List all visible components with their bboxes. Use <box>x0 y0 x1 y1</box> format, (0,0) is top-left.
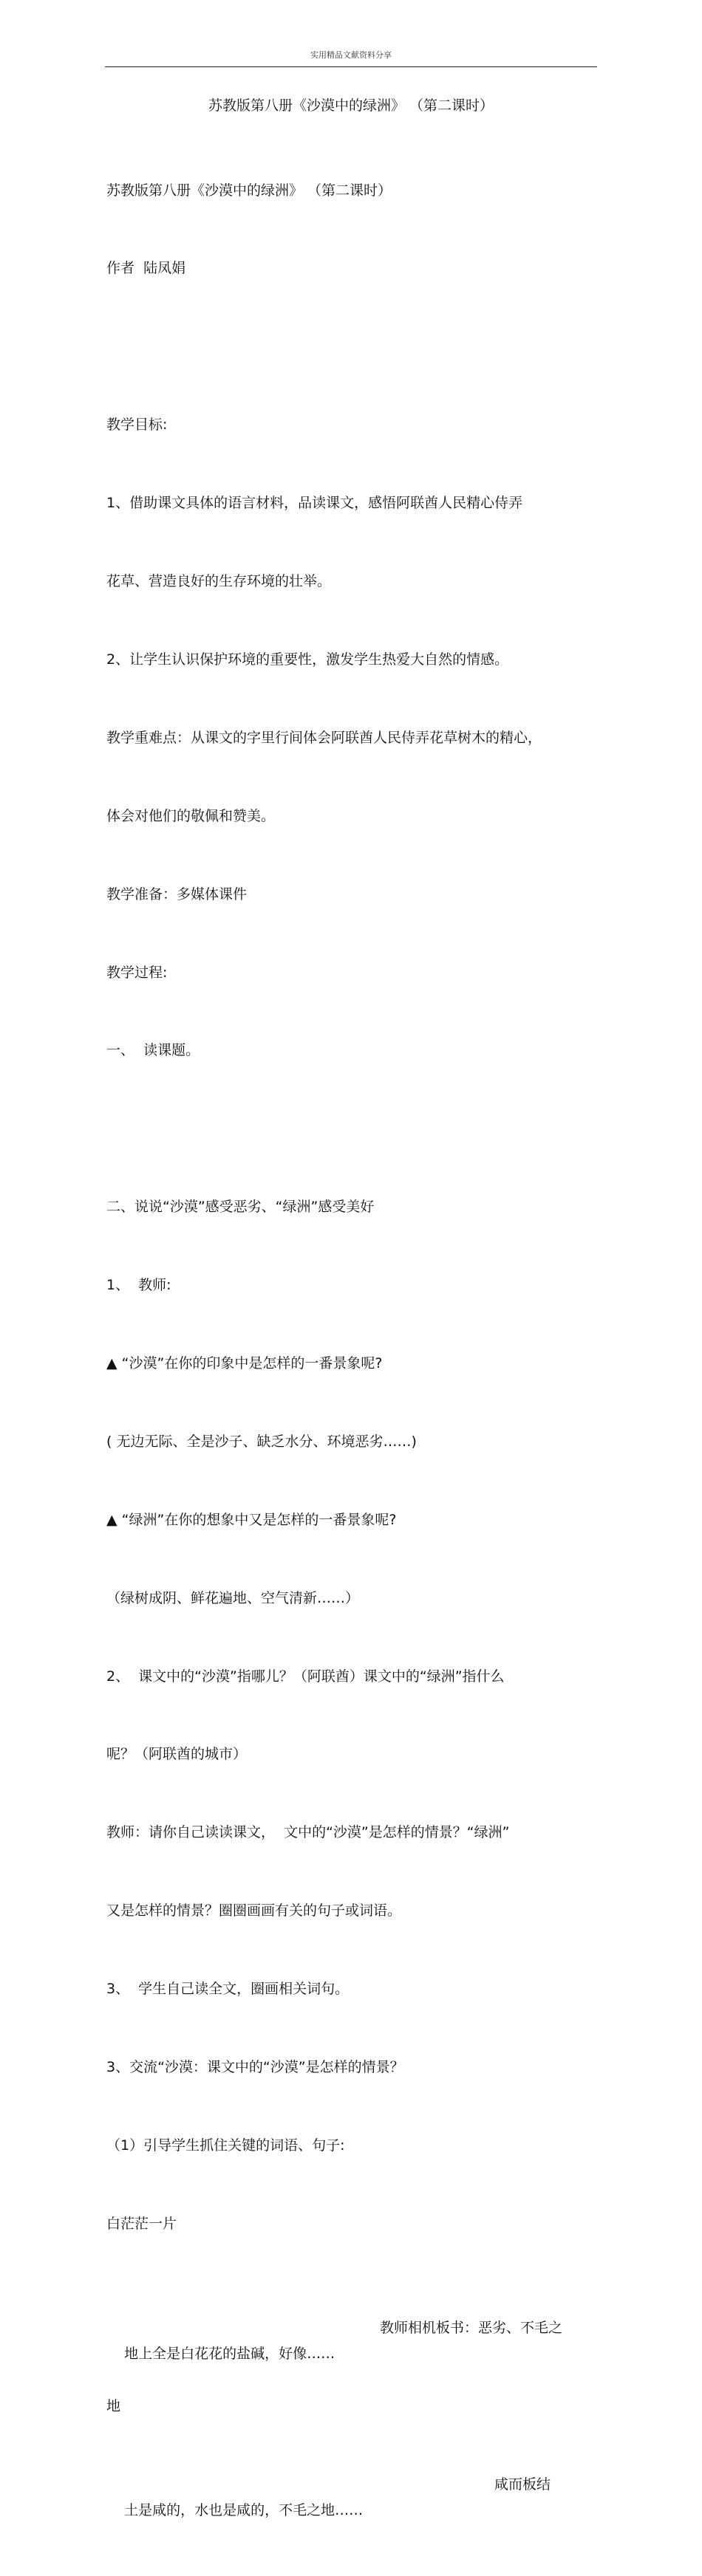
header-text: 实用精品文献资料分享 <box>310 50 392 60</box>
text-line-left: 土是咸的，水也是咸的，不毛之地…… <box>124 2502 364 2519</box>
text-line <box>106 334 609 360</box>
text-line: 2、 课文中的“沙漠”指哪儿？（阿联酋）课文中的“绿洲”指什么 <box>106 1668 505 1685</box>
board-note: 咸而板结 <box>494 2476 551 2493</box>
text-line: 地 <box>106 2397 121 2414</box>
text-line: 苏教版第八册《沙漠中的绿洲》 （第二课时） <box>106 182 392 199</box>
text-line: 教师：请你自己读读课文， 文中的“沙漠”是怎样的情景？“绿洲” <box>106 1824 510 1841</box>
document-body <box>106 126 609 2524</box>
text-line: ( 无边无际、全是沙子、缺乏水分、环境恶劣……) <box>106 1433 417 1450</box>
text-line: 呢？（阿联酋的城市） <box>106 1746 248 1763</box>
text-line: （绿树成阴、鲜花遍地、空气清新……） <box>106 1589 360 1606</box>
document-title: 苏教版第八册《沙漠中的绿洲》 （第二课时） <box>208 97 494 114</box>
text-line <box>106 1116 609 1142</box>
text-line: 作者 陆凤娟 <box>106 260 186 277</box>
text-line: 教学过程: <box>106 964 168 981</box>
text-line: 花草、营造良好的生存环境的壮举。 <box>106 573 332 590</box>
text-line: ▲ “沙漠”在你的印象中是怎样的一番景象呢? <box>106 1354 383 1371</box>
text-line: 一、 读课题。 <box>106 1042 200 1059</box>
text-line: 体会对他们的敬佩和赞美。 <box>106 807 276 824</box>
text-line: ▲ “绿洲”在你的想象中又是怎样的一番景象呢? <box>106 1511 397 1528</box>
text-line: 白茫茫一片 <box>106 2215 177 2232</box>
text-line: 教学重难点：从课文的字里行间体会阿联酋人民侍弄花草树木的精心， <box>106 729 542 746</box>
text-line-with-note <box>106 2315 609 2363</box>
text-line: 2、让学生认识保护环境的重要性，激发学生热爱大自然的情感。 <box>106 651 509 668</box>
text-line: 1、 教师: <box>106 1277 171 1294</box>
text-line: 3、交流“沙漠：课文中的“沙漠”是怎样的情景？ <box>106 2058 404 2075</box>
text-line: 教学准备：多媒体课件 <box>106 886 248 902</box>
text-line: 1、借助课文具体的语言材料，品读课文，感悟阿联酋人民精心侍弄 <box>106 495 523 512</box>
text-line: 教学目标: <box>106 417 168 434</box>
board-note: 教师相机板书：恶劣、不毛之 <box>380 2319 563 2336</box>
header-rule <box>105 66 597 67</box>
text-line: 3、 学生自己读全文，圈画相关词句。 <box>106 1981 350 1998</box>
text-line: 二、说说“沙漠”感受恶劣、“绿洲”感受美好 <box>106 1199 375 1216</box>
text-line-with-note <box>106 2472 609 2519</box>
text-line: 又是怎样的情景？圈圈画画有关的句子或词语。 <box>106 1902 402 1919</box>
text-line-left: 地上全是白花花的盐碱，好像…… <box>124 2346 335 2363</box>
text-line: （1）引导学生抓住关键的词语、句子: <box>106 2137 345 2154</box>
